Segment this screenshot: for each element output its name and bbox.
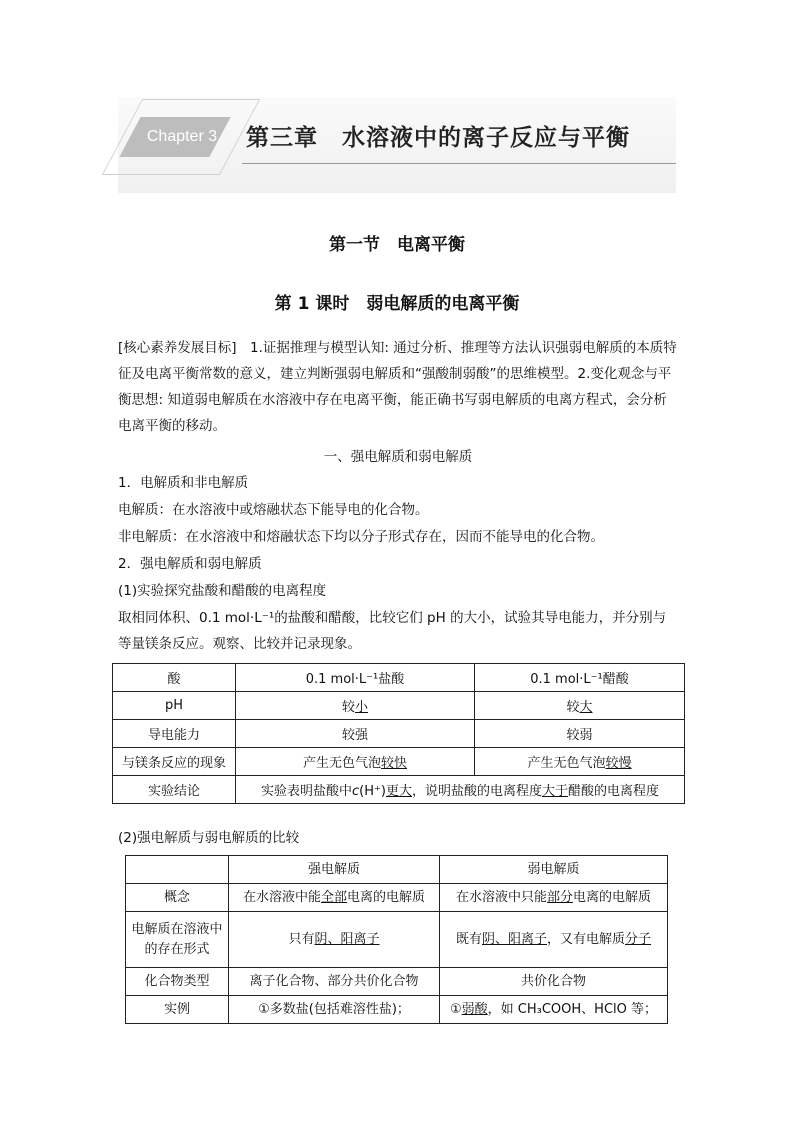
table-row [113,692,685,720]
row-label: 化合物类型 [126,968,229,996]
table-header: 酸 [113,664,236,692]
table-header-row [113,664,685,692]
table-header: 0.1 mol·L⁻¹盐酸 [236,664,475,692]
table-header-row [126,856,668,884]
section-title: 第一节 电离平衡 [329,235,465,255]
hcl-cell: 较强 [236,720,475,748]
table-header [126,856,229,884]
chapter-title: 第三章 水溶液中的离子反应与平衡 [246,125,630,151]
weak-cell: 在水溶液中只能部分电离的电解质 [440,884,668,912]
table-row [126,912,668,968]
chapter-label: Chapter 3 [146,128,218,145]
row-label: pH [113,692,236,720]
row-label: 实例 [126,996,229,1024]
heading-2: 2．强电解质和弱电解质 [118,556,262,572]
chapter-banner [118,97,676,193]
acetic-cell: 产生无色气泡较慢 [475,748,685,776]
weak-cell: 共价化合物 [440,968,668,996]
acetic-cell: 较大 [475,692,685,720]
table-row [126,884,668,912]
table-row [113,776,685,804]
table-row [113,748,685,776]
row-label: 实验结论 [113,776,236,804]
hcl-cell: 产生无色气泡较快 [236,748,475,776]
table-header: 0.1 mol·L⁻¹醋酸 [475,664,685,692]
comparison-table [125,855,668,1024]
strong-cell: 离子化合物、部分共价化合物 [229,968,440,996]
strong-cell: 在水溶液中能全部电离的电解质 [229,884,440,912]
row-label: 电解质在溶液中的存在形式 [126,912,229,968]
subheading-comparison: (2)强电解质与弱电解质的比较 [118,830,300,846]
weak-cell: ①弱酸，如 CH₃COOH、HClO 等； [440,996,668,1024]
row-label: 导电能力 [113,720,236,748]
core-goals: [核心素养发展目标] 1.证据推理与模型认知: 通过分析、推理等方法认识强弱电解质的本质特征及电离平衡常数的意义，建立判断强弱电解质和“强酸制弱酸”的思维模型。2.变化观念与平衡思想: 知道弱电解质在水溶液中存在电离平衡，能正确书写弱电解质的电离方程式，会分析电离平衡的移动。 [118,340,677,434]
row-label: 概念 [126,884,229,912]
conclusion-cell: 实验表明盐酸中c(H⁺)更大，说明盐酸的电离程度大于醋酸的电离程度 [236,776,685,804]
experiment-description: 取相同体积、0.1 mol·L⁻¹的盐酸和醋酸，比较它们 pH 的大小，试验其导电能力，并分别与等量镁条反应。观察、比较并记录现象。 [118,610,667,652]
table-row [113,720,685,748]
row-label: 与镁条反应的现象 [113,748,236,776]
table-row [126,996,668,1024]
weak-cell: 既有阴、阳离子，又有电解质分子 [440,912,668,968]
electrolyte-definition: 电解质：在水溶液中或熔融状态下能导电的化合物。 [118,502,429,518]
hcl-cell: 较小 [236,692,475,720]
lesson-title: 第 1 课时 弱电解质的电离平衡 [274,294,520,314]
nonelectrolyte-definition: 非电解质：在水溶液中和熔融状态下均以分子形式存在，因而不能导电的化合物。 [118,529,604,545]
strong-cell: ①多数盐(包括难溶性盐)； [229,996,440,1024]
acetic-cell: 较弱 [475,720,685,748]
subheading-experiment: (1)实验探究盐酸和醋酸的电离程度 [118,583,327,599]
table-header: 强电解质 [229,856,440,884]
experiment-table [112,663,685,804]
part-heading: 一、强电解质和弱电解质 [323,449,473,465]
table-header: 弱电解质 [440,856,668,884]
table-row [126,968,668,996]
chapter-divider [242,163,676,164]
strong-cell: 只有阴、阳离子 [229,912,440,968]
heading-1: 1．电解质和非电解质 [118,475,249,491]
